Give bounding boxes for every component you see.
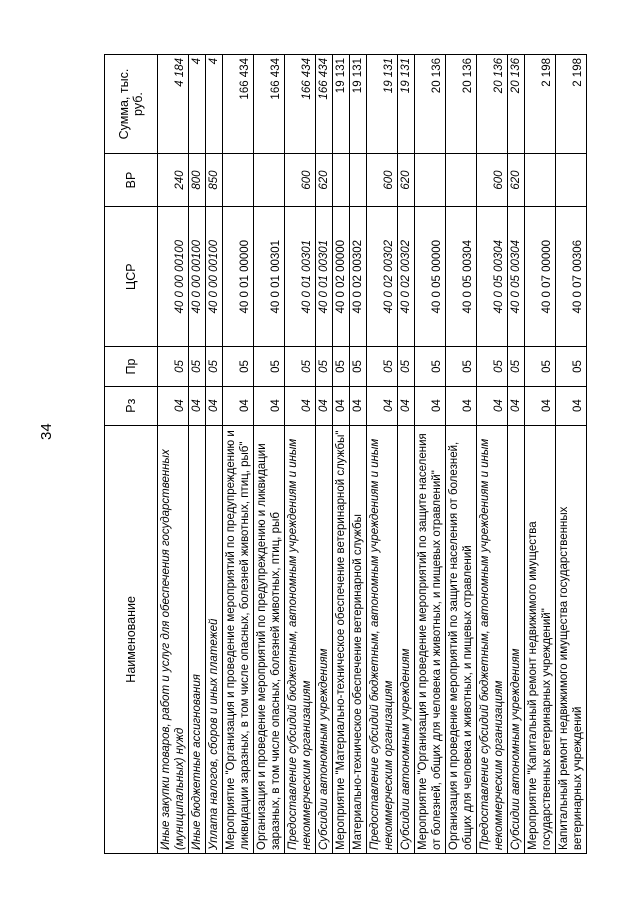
budget-table xyxy=(104,54,587,854)
cell-rz: 04 xyxy=(333,386,350,425)
cell-csr: 40 0 02 00302 xyxy=(350,206,367,346)
cell-pr: 05 xyxy=(556,347,587,386)
cell-sum: 4 xyxy=(206,55,223,154)
cell-pr: 05 xyxy=(446,347,477,386)
table-row xyxy=(189,55,206,854)
table-row xyxy=(398,55,415,854)
cell-csr: 40 0 02 00302 xyxy=(398,206,415,346)
header-name: Наименование xyxy=(105,425,158,853)
table-row xyxy=(446,55,477,854)
cell-pr: 05 xyxy=(350,347,367,386)
cell-sum: 166 434 xyxy=(285,55,316,154)
header-csr: ЦСР xyxy=(105,206,158,346)
table-row xyxy=(333,55,350,854)
cell-rz: 04 xyxy=(398,386,415,425)
cell-vr: 600 xyxy=(285,154,316,207)
cell-vr: 620 xyxy=(316,154,333,207)
cell-pr: 05 xyxy=(508,347,525,386)
cell-pr: 05 xyxy=(415,347,446,386)
cell-vr xyxy=(525,154,556,207)
cell-sum: 20 136 xyxy=(508,55,525,154)
cell-name: Организация и проведение мероприятий по предупреждению и ликвидации заразных, в том числе опасных, болезней животных, птиц, рыб xyxy=(254,425,285,853)
cell-csr: 40 0 02 00000 xyxy=(333,206,350,346)
rotated-table-container xyxy=(104,54,594,854)
cell-sum: 19 131 xyxy=(350,55,367,154)
cell-pr: 05 xyxy=(223,347,254,386)
cell-rz: 04 xyxy=(350,386,367,425)
cell-pr: 05 xyxy=(367,347,398,386)
cell-csr: 40 0 00 00100 xyxy=(206,206,223,346)
cell-csr: 40 0 05 00304 xyxy=(446,206,477,346)
header-pr: Пр xyxy=(105,347,158,386)
cell-sum: 166 434 xyxy=(254,55,285,154)
table-row xyxy=(350,55,367,854)
cell-vr xyxy=(446,154,477,207)
cell-rz: 04 xyxy=(367,386,398,425)
cell-csr: 40 0 01 00301 xyxy=(285,206,316,346)
cell-csr: 40 0 05 00000 xyxy=(415,206,446,346)
table-row xyxy=(556,55,587,854)
table-body xyxy=(158,55,587,854)
cell-name: Субсидии автономным учреждениям xyxy=(316,425,333,853)
table-header-row xyxy=(105,55,158,854)
cell-rz: 04 xyxy=(223,386,254,425)
cell-vr xyxy=(254,154,285,207)
cell-sum: 19 131 xyxy=(398,55,415,154)
table-row xyxy=(158,55,189,854)
table-row xyxy=(206,55,223,854)
cell-sum: 20 136 xyxy=(415,55,446,154)
cell-csr: 40 0 05 00304 xyxy=(508,206,525,346)
cell-sum: 2 198 xyxy=(525,55,556,154)
cell-vr: 850 xyxy=(206,154,223,207)
cell-rz: 04 xyxy=(415,386,446,425)
cell-rz: 04 xyxy=(525,386,556,425)
cell-name: Мероприятие "Организация и проведение мероприятий по предупреждению и ликвидации заразных, в том числе опасных, болезней животных, птиц, рыб" xyxy=(223,425,254,853)
cell-csr: 40 0 01 00301 xyxy=(316,206,333,346)
cell-sum: 166 434 xyxy=(316,55,333,154)
cell-csr: 40 0 02 00302 xyxy=(367,206,398,346)
cell-name: Иные закупки товаров, работ и услуг для обеспечения государственных (муниципальных) нужд xyxy=(158,425,189,853)
cell-sum: 19 131 xyxy=(333,55,350,154)
cell-vr xyxy=(333,154,350,207)
cell-vr: 620 xyxy=(508,154,525,207)
cell-pr: 05 xyxy=(398,347,415,386)
table-row xyxy=(223,55,254,854)
cell-vr xyxy=(350,154,367,207)
cell-pr: 05 xyxy=(525,347,556,386)
cell-name: Капитальный ремонт недвижимого имущества государственных ветеринарных учреждений xyxy=(556,425,587,853)
cell-csr: 40 0 07 00306 xyxy=(556,206,587,346)
cell-vr: 240 xyxy=(158,154,189,207)
page-number: 34 xyxy=(38,423,55,440)
cell-pr: 05 xyxy=(333,347,350,386)
cell-vr xyxy=(415,154,446,207)
cell-vr xyxy=(223,154,254,207)
cell-name: Субсидии автономным учреждениям xyxy=(508,425,525,853)
cell-pr: 05 xyxy=(189,347,206,386)
table-row xyxy=(285,55,316,854)
table-row xyxy=(525,55,556,854)
cell-name: Предоставление субсидий бюджетным, автономным учреждениям и иным некоммерческим организациям xyxy=(367,425,398,853)
cell-name: Мероприятие "Материально-техническое обеспечение ветеринарной службы" xyxy=(333,425,350,853)
cell-rz: 04 xyxy=(556,386,587,425)
cell-vr xyxy=(556,154,587,207)
cell-pr: 05 xyxy=(158,347,189,386)
cell-name: Материально-техническое обеспечение ветеринарной службы xyxy=(350,425,367,853)
cell-sum: 20 136 xyxy=(477,55,508,154)
cell-csr: 40 0 00 00100 xyxy=(189,206,206,346)
cell-name: Уплата налогов, сборов и иных платежей xyxy=(206,425,223,853)
cell-sum: 2 198 xyxy=(556,55,587,154)
header-vr: ВР xyxy=(105,154,158,207)
table-row xyxy=(477,55,508,854)
table-row xyxy=(508,55,525,854)
cell-rz: 04 xyxy=(477,386,508,425)
cell-name: Организация и проведение мероприятий по защите населения от болезней, общих для человека и животных, и пищевых отравлений xyxy=(446,425,477,853)
cell-csr: 40 0 01 00000 xyxy=(223,206,254,346)
cell-csr: 40 0 00 00100 xyxy=(158,206,189,346)
cell-sum: 4 xyxy=(189,55,206,154)
cell-pr: 05 xyxy=(206,347,223,386)
table-row xyxy=(367,55,398,854)
cell-pr: 05 xyxy=(316,347,333,386)
cell-pr: 05 xyxy=(477,347,508,386)
cell-name: Предоставление субсидий бюджетным, автономным учреждениям и иным некоммерческим организациям xyxy=(285,425,316,853)
cell-vr: 620 xyxy=(398,154,415,207)
table-row xyxy=(316,55,333,854)
cell-rz: 04 xyxy=(508,386,525,425)
cell-name: Мероприятие "Организация и проведение мероприятий по защите населения от болезней, общих для человека и животных, и пищевых отравлений" xyxy=(415,425,446,853)
cell-pr: 05 xyxy=(285,347,316,386)
header-rz: Рз xyxy=(105,386,158,425)
cell-pr: 05 xyxy=(254,347,285,386)
cell-csr: 40 0 05 00304 xyxy=(477,206,508,346)
cell-vr: 800 xyxy=(189,154,206,207)
table-row xyxy=(254,55,285,854)
cell-rz: 04 xyxy=(446,386,477,425)
cell-vr: 600 xyxy=(477,154,508,207)
cell-name: Предоставление субсидий бюджетным, автономным учреждениям и иным некоммерческим организациям xyxy=(477,425,508,853)
cell-sum: 20 136 xyxy=(446,55,477,154)
cell-rz: 04 xyxy=(206,386,223,425)
cell-sum: 19 131 xyxy=(367,55,398,154)
cell-rz: 04 xyxy=(316,386,333,425)
header-sum: Сумма, тыс. руб. xyxy=(105,55,158,154)
cell-rz: 04 xyxy=(189,386,206,425)
cell-sum: 4 184 xyxy=(158,55,189,154)
cell-name: Иные бюджетные ассигнования xyxy=(189,425,206,853)
cell-name: Мероприятие "Капитальный ремонт недвижимого имущества государственных ветеринарных учреждений" xyxy=(525,425,556,853)
cell-rz: 04 xyxy=(158,386,189,425)
cell-name: Субсидии автономным учреждениям xyxy=(398,425,415,853)
cell-vr: 600 xyxy=(367,154,398,207)
cell-sum: 166 434 xyxy=(223,55,254,154)
cell-rz: 04 xyxy=(254,386,285,425)
table-row xyxy=(415,55,446,854)
cell-csr: 40 0 01 00301 xyxy=(254,206,285,346)
cell-csr: 40 0 07 00000 xyxy=(525,206,556,346)
cell-rz: 04 xyxy=(285,386,316,425)
